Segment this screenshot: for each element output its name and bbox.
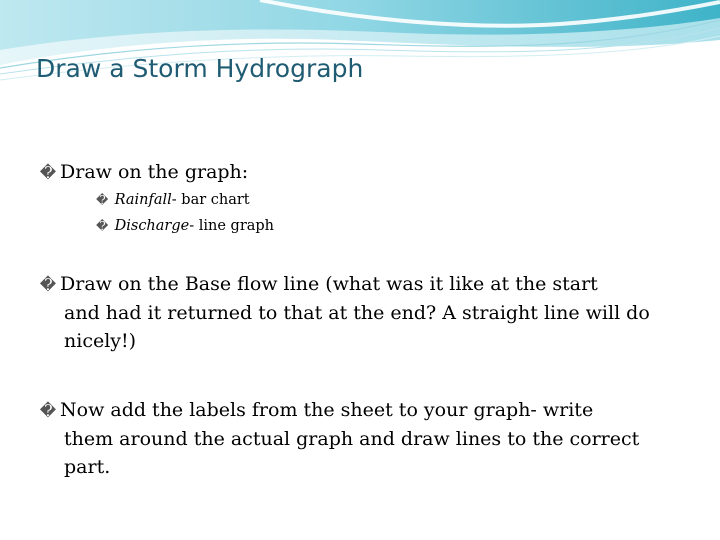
sub-bullet-term: Discharge [114, 218, 190, 234]
slide-title: Draw a Storm Hydrograph [36, 54, 364, 83]
bullet-glyph-icon: � [39, 275, 57, 294]
sub-bullet-glyph-icon: � [96, 193, 109, 207]
sub-bullet-term: Rainfall [114, 192, 172, 208]
bullet-glyph-icon: � [39, 163, 57, 182]
bullet-text: Draw on the graph: [60, 161, 249, 183]
bullet-base-flow [36, 270, 676, 355]
bullet-glyph-icon: � [39, 401, 57, 420]
sub-bullet-rainfall [96, 190, 250, 210]
bullet-text: Draw on the Base flow line (what was it like at the start [60, 273, 598, 295]
bullet-add-labels [36, 396, 676, 481]
bullet-text-continued: them around the actual graph and draw lines to the correct part. [64, 428, 640, 478]
sub-bullet-desc: - line graph [189, 218, 275, 234]
sub-bullet-glyph-icon: � [96, 219, 109, 233]
bullet-draw-on-graph [36, 158, 676, 187]
sub-bullet-desc: - bar chart [171, 192, 250, 208]
sub-bullet-discharge [96, 216, 274, 236]
bullet-text-continued: and had it returned to that at the end? A straight line will do nicely!) [64, 302, 650, 352]
bullet-text: Now add the labels from the sheet to your graph- write [60, 399, 594, 421]
